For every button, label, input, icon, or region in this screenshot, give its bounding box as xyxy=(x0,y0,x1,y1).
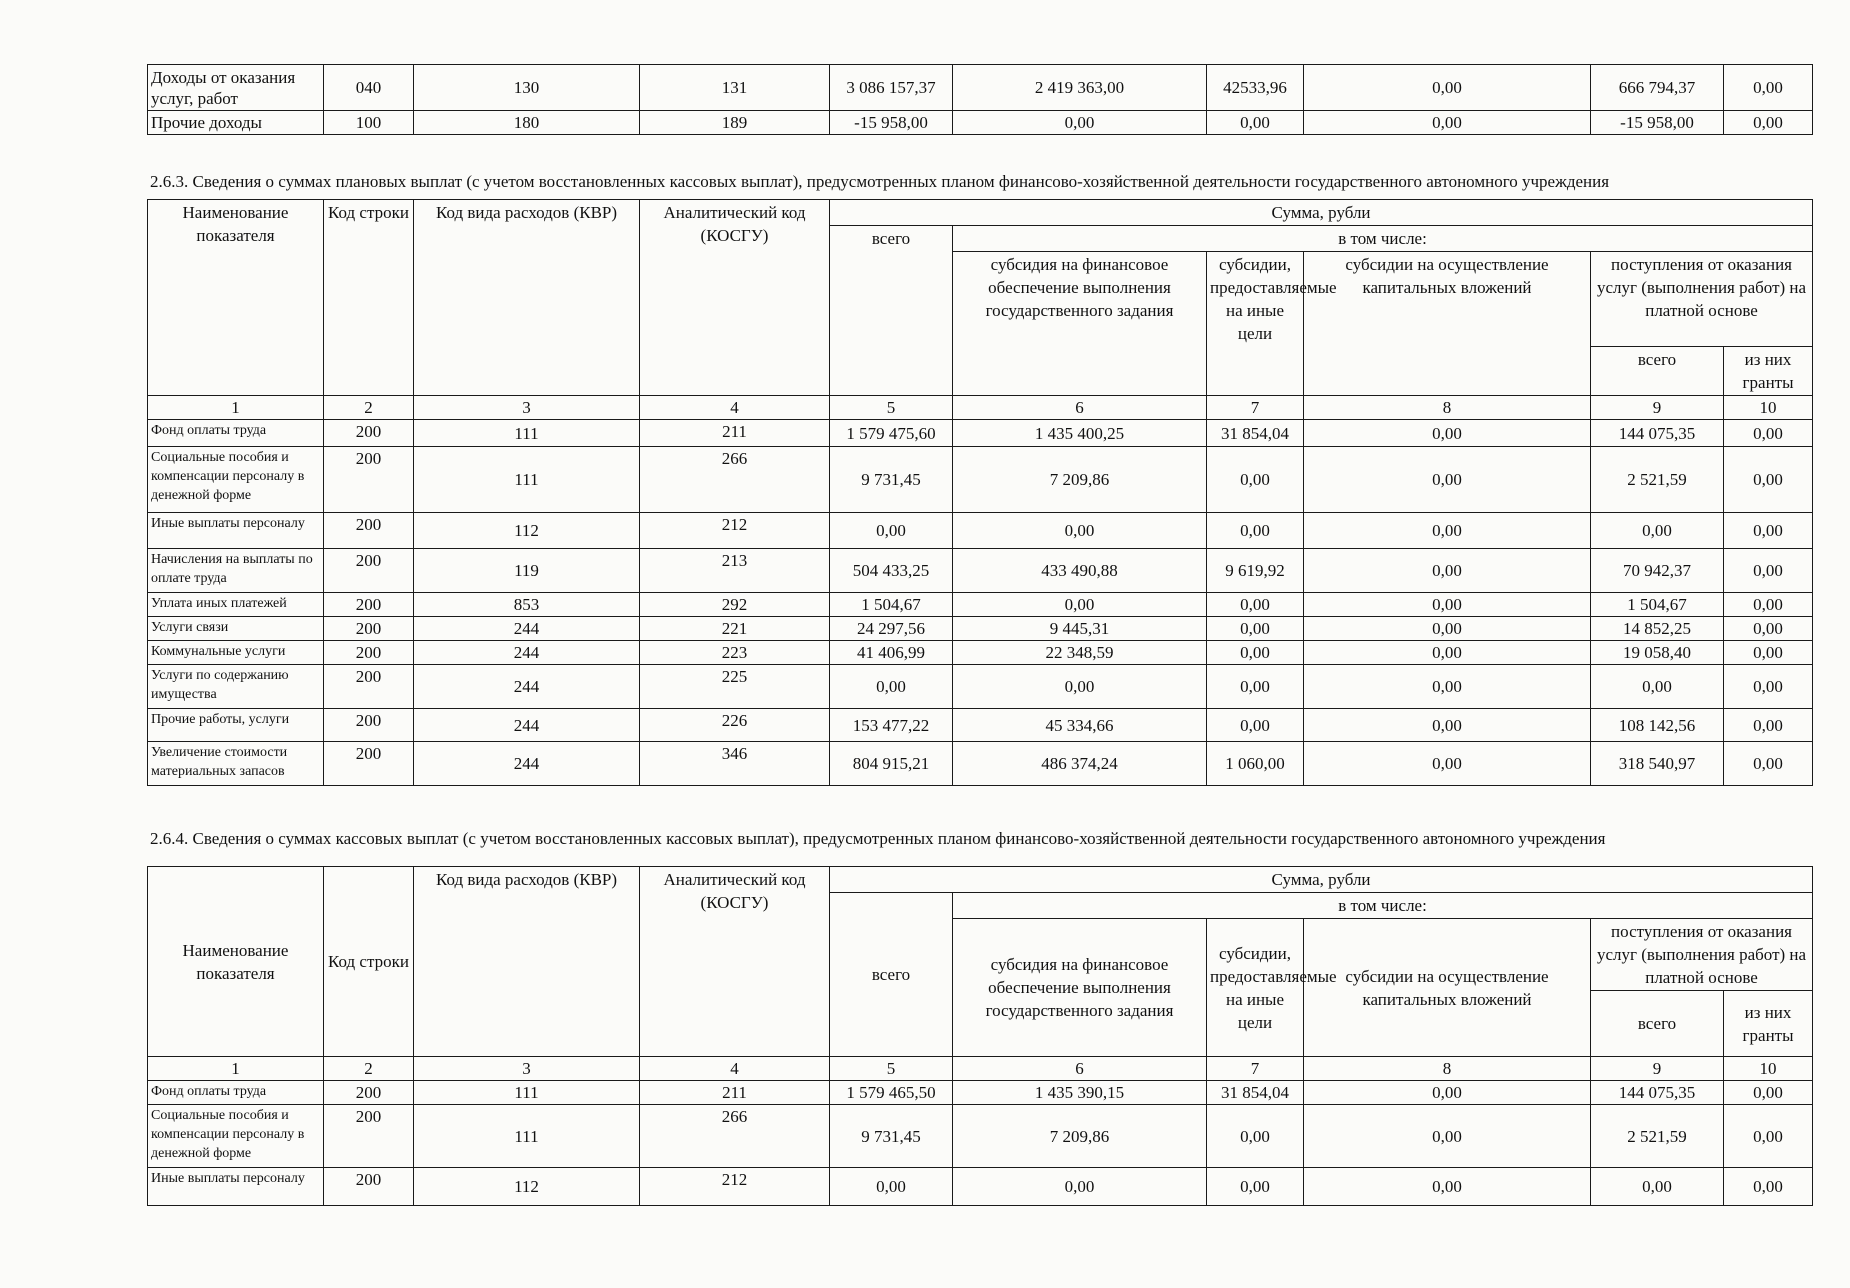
cell-subsidy-capital: 0,00 xyxy=(1304,447,1591,513)
table-row xyxy=(148,1081,1813,1105)
planned-payments-table xyxy=(147,199,1813,786)
cell-grants: 0,00 xyxy=(1724,513,1813,549)
cell-grants: 0,00 xyxy=(1724,1081,1813,1105)
cell-code: 200 xyxy=(324,617,414,641)
cell-subsidy-other: 0,00 xyxy=(1207,111,1304,135)
cell-subsidy-state: 45 334,66 xyxy=(953,709,1207,742)
section-263-title: 2.6.3. Сведения о суммах плановых выплат (с учетом восстановленных кассовых выплат), предусмотренных планом финансово-хозяйственной деятельности государственного автономного учреждения xyxy=(150,172,1610,191)
cell-subsidy-capital: 0,00 xyxy=(1304,1081,1591,1105)
table-row xyxy=(148,742,1813,786)
col-number: 7 xyxy=(1207,396,1304,420)
cell-subsidy-state: 1 435 390,15 xyxy=(953,1081,1207,1105)
cell-subsidy-other: 0,00 xyxy=(1207,665,1304,709)
row-name: Начисления на выплаты по оплате труда xyxy=(148,549,324,593)
cell-subsidy-state: 0,00 xyxy=(953,513,1207,549)
header-grants: из них гранты xyxy=(1724,991,1813,1057)
cell-code: 200 xyxy=(324,447,414,513)
header-subsidy-other: субсидии, предоставляемые на иные цели xyxy=(1207,919,1304,1057)
cell-total: 0,00 xyxy=(830,1168,953,1206)
cell-total: 24 297,56 xyxy=(830,617,953,641)
cell-kosgu: 212 xyxy=(640,513,830,549)
cell-paid: 318 540,97 xyxy=(1591,742,1724,786)
col-number: 5 xyxy=(830,1057,953,1081)
cell-grants: 0,00 xyxy=(1724,665,1813,709)
header-sum: Сумма, рубли xyxy=(830,200,1813,226)
cell-subsidy-other: 0,00 xyxy=(1207,709,1304,742)
cell-subsidy-other: 31 854,04 xyxy=(1207,1081,1304,1105)
cell-subsidy-other: 0,00 xyxy=(1207,447,1304,513)
cell-subsidy-state: 0,00 xyxy=(953,593,1207,617)
cell-paid: 70 942,37 xyxy=(1591,549,1724,593)
cell-total: 9 731,45 xyxy=(830,447,953,513)
row-name: Иные выплаты персоналу xyxy=(148,513,324,549)
cell-kosgu: 226 xyxy=(640,709,830,742)
cell-kosgu: 211 xyxy=(640,420,830,447)
cell-subsidy-capital: 0,00 xyxy=(1304,641,1591,665)
table-row xyxy=(148,665,1813,709)
section-264-title: 2.6.4. Сведения о суммах кассовых выплат (с учетом восстановленных кассовых выплат), предусмотренных планом финансово-хозяйственной деятельности государственного автономного учреждения xyxy=(150,829,1606,848)
cell-subsidy-state: 2 419 363,00 xyxy=(953,65,1207,111)
cell-subsidy-state: 7 209,86 xyxy=(953,447,1207,513)
cell-subsidy-state: 0,00 xyxy=(953,665,1207,709)
cell-subsidy-state: 0,00 xyxy=(953,1168,1207,1206)
header-kvr: Код вида расходов (КВР) xyxy=(414,200,640,396)
col-number: 10 xyxy=(1724,396,1813,420)
col-number: 7 xyxy=(1207,1057,1304,1081)
col-number: 5 xyxy=(830,396,953,420)
header-kosgu: Аналитический код (КОСГУ) xyxy=(640,867,830,1057)
table-row xyxy=(148,513,1813,549)
cell-kosgu: 266 xyxy=(640,447,830,513)
cash-payments-body xyxy=(148,1081,1813,1206)
cell-code: 200 xyxy=(324,513,414,549)
row-name: Увеличение стоимости материальных запасов xyxy=(148,742,324,786)
col-number: 1 xyxy=(148,396,324,420)
cell-kvr: 119 xyxy=(414,549,640,593)
table-row xyxy=(148,420,1813,447)
cell-subsidy-state: 433 490,88 xyxy=(953,549,1207,593)
row-name: Иные выплаты персоналу xyxy=(148,1168,324,1206)
cell-code: 200 xyxy=(324,665,414,709)
header-row xyxy=(148,200,1813,226)
row-name: Фонд оплаты труда xyxy=(148,1081,324,1105)
col-number: 1 xyxy=(148,1057,324,1081)
row-name: Фонд оплаты труда xyxy=(148,420,324,447)
header-subsidy-other: субсидии, предоставляемые на иные цели xyxy=(1207,252,1304,396)
cell-kvr: 853 xyxy=(414,593,640,617)
cell-subsidy-capital: 0,00 xyxy=(1304,1168,1591,1206)
cell-code: 200 xyxy=(324,709,414,742)
col-number: 4 xyxy=(640,396,830,420)
header-grants: из них гранты xyxy=(1724,347,1813,396)
header-paid: поступления от оказания услуг (выполнения работ) на платной основе xyxy=(1591,919,1813,991)
cell-grants: 0,00 xyxy=(1724,593,1813,617)
row-name: Доходы от оказания услуг, работ xyxy=(148,65,324,111)
cell-grants: 0,00 xyxy=(1724,447,1813,513)
header-total: всего xyxy=(830,226,953,396)
income-table xyxy=(147,64,1813,135)
cell-grants: 0,00 xyxy=(1724,1168,1813,1206)
table-row xyxy=(148,447,1813,513)
table-row xyxy=(148,617,1813,641)
cell-kvr: 244 xyxy=(414,709,640,742)
cell-code: 200 xyxy=(324,1081,414,1105)
cell-subsidy-other: 42533,96 xyxy=(1207,65,1304,111)
col-number: 9 xyxy=(1591,396,1724,420)
header-paid: поступления от оказания услуг (выполнения работ) на платной основе xyxy=(1591,252,1813,347)
header-subsidy-capital: субсидии на осуществление капитальных вложений xyxy=(1304,919,1591,1057)
cell-kosgu: 189 xyxy=(640,111,830,135)
cell-total: 1 579 475,60 xyxy=(830,420,953,447)
cell-subsidy-other: 0,00 xyxy=(1207,593,1304,617)
cell-kvr: 244 xyxy=(414,742,640,786)
cell-kvr: 244 xyxy=(414,617,640,641)
header-subsidy-state: субсидия на финансовое обеспечение выполнения государственного задания xyxy=(953,919,1207,1057)
cell-kosgu: 266 xyxy=(640,1105,830,1168)
cell-subsidy-other: 0,00 xyxy=(1207,617,1304,641)
cell-grants: 0,00 xyxy=(1724,65,1813,111)
cell-paid: 666 794,37 xyxy=(1591,65,1724,111)
cell-subsidy-other: 0,00 xyxy=(1207,513,1304,549)
cell-grants: 0,00 xyxy=(1724,549,1813,593)
cell-kvr: 130 xyxy=(414,65,640,111)
row-name: Коммунальные услуги xyxy=(148,641,324,665)
cell-code: 200 xyxy=(324,549,414,593)
cell-kvr: 111 xyxy=(414,1081,640,1105)
cell-grants: 0,00 xyxy=(1724,617,1813,641)
cell-total: 9 731,45 xyxy=(830,1105,953,1168)
col-number: 6 xyxy=(953,1057,1207,1081)
cell-kosgu: 211 xyxy=(640,1081,830,1105)
col-number: 4 xyxy=(640,1057,830,1081)
table-row xyxy=(148,593,1813,617)
row-name: Социальные пособия и компенсации персоналу в денежной форме xyxy=(148,447,324,513)
cell-total: -15 958,00 xyxy=(830,111,953,135)
cell-grants: 0,00 xyxy=(1724,1105,1813,1168)
header-including: в том числе: xyxy=(953,226,1813,252)
cell-subsidy-capital: 0,00 xyxy=(1304,420,1591,447)
cell-subsidy-state: 0,00 xyxy=(953,111,1207,135)
cell-subsidy-state: 1 435 400,25 xyxy=(953,420,1207,447)
header-paid-total: всего xyxy=(1591,991,1724,1057)
cell-grants: 0,00 xyxy=(1724,641,1813,665)
cell-subsidy-capital: 0,00 xyxy=(1304,665,1591,709)
cell-kvr: 244 xyxy=(414,665,640,709)
table-row xyxy=(148,709,1813,742)
cell-total: 1 579 465,50 xyxy=(830,1081,953,1105)
cell-subsidy-state: 22 348,59 xyxy=(953,641,1207,665)
cell-paid: 19 058,40 xyxy=(1591,641,1724,665)
table-row xyxy=(148,1105,1813,1168)
row-name: Социальные пособия и компенсации персоналу в денежной форме xyxy=(148,1105,324,1168)
cell-paid: 14 852,25 xyxy=(1591,617,1724,641)
cell-grants: 0,00 xyxy=(1724,111,1813,135)
table-row xyxy=(148,549,1813,593)
cell-total: 0,00 xyxy=(830,665,953,709)
col-number: 8 xyxy=(1304,1057,1591,1081)
cell-kosgu: 223 xyxy=(640,641,830,665)
cell-subsidy-capital: 0,00 xyxy=(1304,742,1591,786)
cell-paid: 108 142,56 xyxy=(1591,709,1724,742)
cell-subsidy-capital: 0,00 xyxy=(1304,65,1591,111)
cell-total: 504 433,25 xyxy=(830,549,953,593)
header-paid-total: всего xyxy=(1591,347,1724,396)
header-code: Код строки xyxy=(324,200,414,396)
planned-payments-body xyxy=(148,420,1813,786)
cell-total: 0,00 xyxy=(830,513,953,549)
cell-subsidy-state: 486 374,24 xyxy=(953,742,1207,786)
cell-subsidy-other: 9 619,92 xyxy=(1207,549,1304,593)
col-number: 3 xyxy=(414,396,640,420)
cell-kosgu: 131 xyxy=(640,65,830,111)
cell-total: 1 504,67 xyxy=(830,593,953,617)
row-name: Уплата иных платежей xyxy=(148,593,324,617)
cell-subsidy-capital: 0,00 xyxy=(1304,549,1591,593)
row-name: Услуги по содержанию имущества xyxy=(148,665,324,709)
cell-subsidy-capital: 0,00 xyxy=(1304,111,1591,135)
header-total: всего xyxy=(830,893,953,1057)
cell-code: 040 xyxy=(324,65,414,111)
table-row xyxy=(148,1168,1813,1206)
cell-code: 200 xyxy=(324,1168,414,1206)
cell-subsidy-other: 31 854,04 xyxy=(1207,420,1304,447)
cell-kosgu: 225 xyxy=(640,665,830,709)
col-number: 2 xyxy=(324,1057,414,1081)
cell-kosgu: 292 xyxy=(640,593,830,617)
cell-paid: 0,00 xyxy=(1591,513,1724,549)
cell-code: 200 xyxy=(324,742,414,786)
cell-kvr: 111 xyxy=(414,420,640,447)
cell-code: 200 xyxy=(324,641,414,665)
cell-paid: 2 521,59 xyxy=(1591,447,1724,513)
cell-paid: 144 075,35 xyxy=(1591,420,1724,447)
cell-paid: 1 504,67 xyxy=(1591,593,1724,617)
cell-subsidy-capital: 0,00 xyxy=(1304,593,1591,617)
cell-paid: 2 521,59 xyxy=(1591,1105,1724,1168)
cell-subsidy-other: 0,00 xyxy=(1207,641,1304,665)
table-row xyxy=(148,111,1813,135)
header-row xyxy=(148,867,1813,893)
table-row xyxy=(148,641,1813,665)
cell-paid: -15 958,00 xyxy=(1591,111,1724,135)
cell-kvr: 111 xyxy=(414,447,640,513)
cell-grants: 0,00 xyxy=(1724,709,1813,742)
header-sum: Сумма, рубли xyxy=(830,867,1813,893)
cell-kvr: 244 xyxy=(414,641,640,665)
column-number-row xyxy=(148,396,1813,420)
col-number: 10 xyxy=(1724,1057,1813,1081)
cell-grants: 0,00 xyxy=(1724,420,1813,447)
table-row xyxy=(148,65,1813,111)
header-name: Наименование показателя xyxy=(148,200,324,396)
cell-code: 100 xyxy=(324,111,414,135)
row-name: Услуги связи xyxy=(148,617,324,641)
row-name: Прочие работы, услуги xyxy=(148,709,324,742)
cell-subsidy-capital: 0,00 xyxy=(1304,709,1591,742)
cell-grants: 0,00 xyxy=(1724,742,1813,786)
cell-kvr: 112 xyxy=(414,1168,640,1206)
cell-kosgu: 346 xyxy=(640,742,830,786)
column-number-row xyxy=(148,1057,1813,1081)
cell-subsidy-other: 0,00 xyxy=(1207,1105,1304,1168)
cell-total: 804 915,21 xyxy=(830,742,953,786)
cell-subsidy-state: 7 209,86 xyxy=(953,1105,1207,1168)
cell-subsidy-other: 0,00 xyxy=(1207,1168,1304,1206)
cash-payments-table xyxy=(147,866,1813,1206)
cell-paid: 144 075,35 xyxy=(1591,1081,1724,1105)
cell-subsidy-other: 1 060,00 xyxy=(1207,742,1304,786)
row-name: Прочие доходы xyxy=(148,111,324,135)
cell-kvr: 112 xyxy=(414,513,640,549)
header-name: Наименование показателя xyxy=(148,867,324,1057)
header-kvr: Код вида расходов (КВР) xyxy=(414,867,640,1057)
cell-subsidy-state: 9 445,31 xyxy=(953,617,1207,641)
cell-code: 200 xyxy=(324,1105,414,1168)
col-number: 9 xyxy=(1591,1057,1724,1081)
col-number: 6 xyxy=(953,396,1207,420)
header-code: Код строки xyxy=(324,867,414,1057)
cell-subsidy-capital: 0,00 xyxy=(1304,1105,1591,1168)
header-kosgu: Аналитический код (КОСГУ) xyxy=(640,200,830,396)
col-number: 3 xyxy=(414,1057,640,1081)
col-number: 8 xyxy=(1304,396,1591,420)
cell-paid: 0,00 xyxy=(1591,665,1724,709)
cell-total: 3 086 157,37 xyxy=(830,65,953,111)
cell-subsidy-capital: 0,00 xyxy=(1304,513,1591,549)
cell-subsidy-capital: 0,00 xyxy=(1304,617,1591,641)
cell-total: 41 406,99 xyxy=(830,641,953,665)
cell-kosgu: 213 xyxy=(640,549,830,593)
cell-kosgu: 212 xyxy=(640,1168,830,1206)
cell-paid: 0,00 xyxy=(1591,1168,1724,1206)
cell-kvr: 180 xyxy=(414,111,640,135)
cell-total: 153 477,22 xyxy=(830,709,953,742)
cell-code: 200 xyxy=(324,593,414,617)
header-subsidy-capital: субсидии на осуществление капитальных вложений xyxy=(1304,252,1591,396)
cell-kvr: 111 xyxy=(414,1105,640,1168)
cell-kosgu: 221 xyxy=(640,617,830,641)
header-including: в том числе: xyxy=(953,893,1813,919)
col-number: 2 xyxy=(324,396,414,420)
header-subsidy-state: субсидия на финансовое обеспечение выполнения государственного задания xyxy=(953,252,1207,396)
cell-code: 200 xyxy=(324,420,414,447)
